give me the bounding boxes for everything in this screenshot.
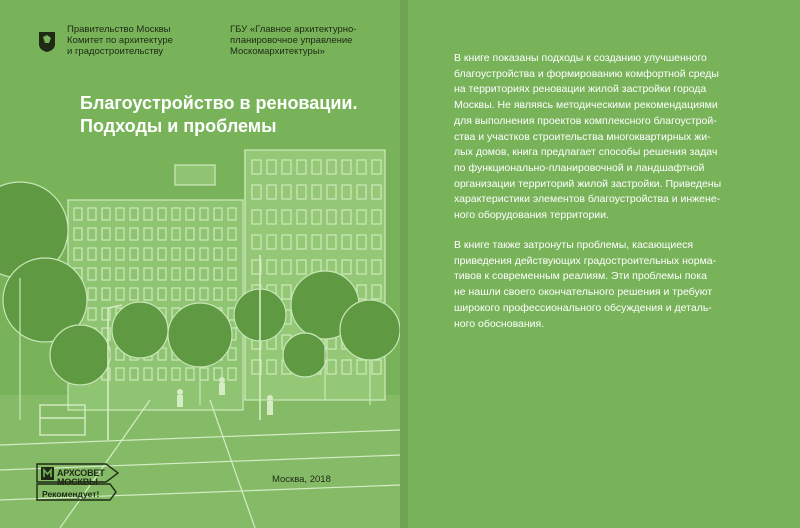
badge-slogan: Рекомендует! — [42, 489, 100, 499]
text-line: на территориях реновации жилой застройки города — [454, 83, 707, 96]
badge-subtitle: МОСКВЫ — [57, 477, 98, 487]
title-line: Подходы и проблемы — [80, 116, 277, 136]
text-line: организации территорий жилой застройки. Приведены — [454, 177, 722, 190]
badge-title: АРХСОВЕТ — [57, 468, 105, 478]
annotation-paragraph-1 — [454, 51, 774, 224]
publisher-block — [67, 24, 173, 57]
publisher-line: Правительство Москвы — [67, 24, 171, 35]
text-line: тивов к современным реалиям. Эти проблемы пока — [454, 270, 707, 283]
text-line: широкого профессионального обсуждения и деталь- — [454, 301, 712, 314]
spine-gap — [400, 0, 408, 528]
text-line: ства и участков строительства многоквартирных жи- — [454, 130, 711, 143]
text-line: Москвы. Не являясь методическими рекомендациями — [454, 99, 718, 112]
text-line: ного оборудования территории. — [454, 209, 609, 222]
text-line: В книге показаны подходы к созданию улучшенного — [454, 52, 707, 64]
coauthor-line: Москомархитектуры» — [230, 46, 325, 57]
publisher-line: Комитет по архитектуре — [67, 35, 173, 46]
back-cover — [408, 0, 800, 528]
text-line: не нашли своего окончательного решения и требуют — [454, 286, 713, 299]
text-line: В книге также затронуты проблемы, касающиеся — [454, 239, 694, 251]
text-line: характеристики элементов благоустройства и инжене- — [454, 193, 721, 206]
coauthor-block — [230, 24, 356, 57]
archsovet-badge — [36, 463, 120, 501]
publisher-line: и градостроительству — [67, 46, 164, 57]
text-line: ного обоснования. — [454, 317, 545, 330]
book-title — [80, 92, 357, 138]
text-line: для выполнения проектов комплексного благоустрой- — [454, 114, 717, 127]
title-line: Благоустройство в реновации. — [80, 93, 358, 113]
text-line: благоустройства и формированию комфортной среды — [454, 67, 719, 80]
text-line: лых домов, книга предлагает способы решения задач — [454, 146, 718, 159]
text-line: приведения действующих градостроительных норма- — [454, 254, 717, 267]
coauthor-line: ГБУ «Главное архитектурно- — [230, 24, 357, 35]
place-year: Москва, 2018 — [272, 474, 331, 485]
coauthor-line: планировочное управление — [230, 35, 353, 46]
annotation-paragraph-2 — [454, 238, 774, 332]
moscow-coat-of-arms-icon — [38, 31, 56, 53]
text-line: по функционально-планировочной и ландшафтной — [454, 161, 705, 174]
